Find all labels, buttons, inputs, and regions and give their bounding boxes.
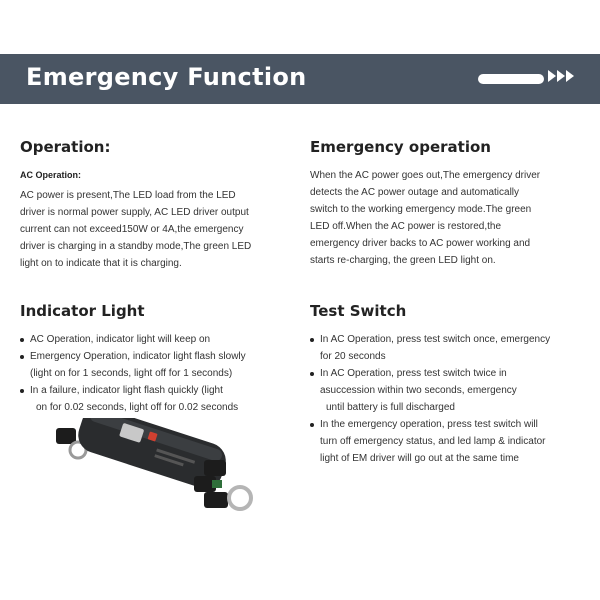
indicator-light-heading: Indicator Light [20,302,145,320]
text-line: When the AC power goes out,The emergency driver [310,170,541,181]
list-item: In AC Operation, press test switch once, emergency for 20 seconds [308,331,588,365]
operation-text [20,187,280,272]
page-title: Emergency Function [26,63,307,91]
text-line: current can not exceed150W or 4A,the emergency [20,224,244,235]
text-line: LED off.When the AC power is restored,the [310,221,502,232]
header-banner [0,54,600,104]
list-item: In the emergency operation, press test switch will turn off emergency status, and led lamp & indicator light of EM driver will go out at the same time [308,416,588,467]
text-line: driver is charging in a standby mode,The green LED [20,241,252,252]
text-line: emergency driver backs to AC power working and [310,238,531,249]
arrow-icon [548,70,574,82]
operation-heading: Operation: [20,138,111,156]
list-item: In a failure, indicator light flash quickly (light on for 0.02 seconds, light off for 0.02 seconds [18,382,298,416]
banner-pill-decoration [478,74,544,84]
text-line: AC power is present,The LED load from the LED [20,190,236,201]
test-switch-list [308,331,588,467]
list-item: Emergency Operation, indicator light flash slowly (light on for 1 seconds, light off for 1 seconds) [18,348,298,382]
text-line: light on to indicate that it is charging. [20,258,182,269]
text-line: driver is normal power supply, AC LED driver output [20,207,249,218]
list-item: In AC Operation, press test switch twice in asuccession within two seconds, emergency until battery is full discharged [308,365,588,416]
emergency-driver-product-image [54,418,259,518]
emergency-operation-heading: Emergency operation [310,138,491,156]
emergency-operation-text [310,167,580,269]
text-line: detects the AC power outage and automatically [310,187,520,198]
test-switch-heading: Test Switch [310,302,407,320]
text-line: starts re-charging, the green LED light on. [310,255,496,266]
list-item: AC Operation, indicator light will keep on [18,331,298,348]
text-line: switch to the working emergency mode.The green [310,204,532,215]
ac-operation-subheading: AC Operation: [20,170,82,180]
indicator-light-list [18,331,298,416]
